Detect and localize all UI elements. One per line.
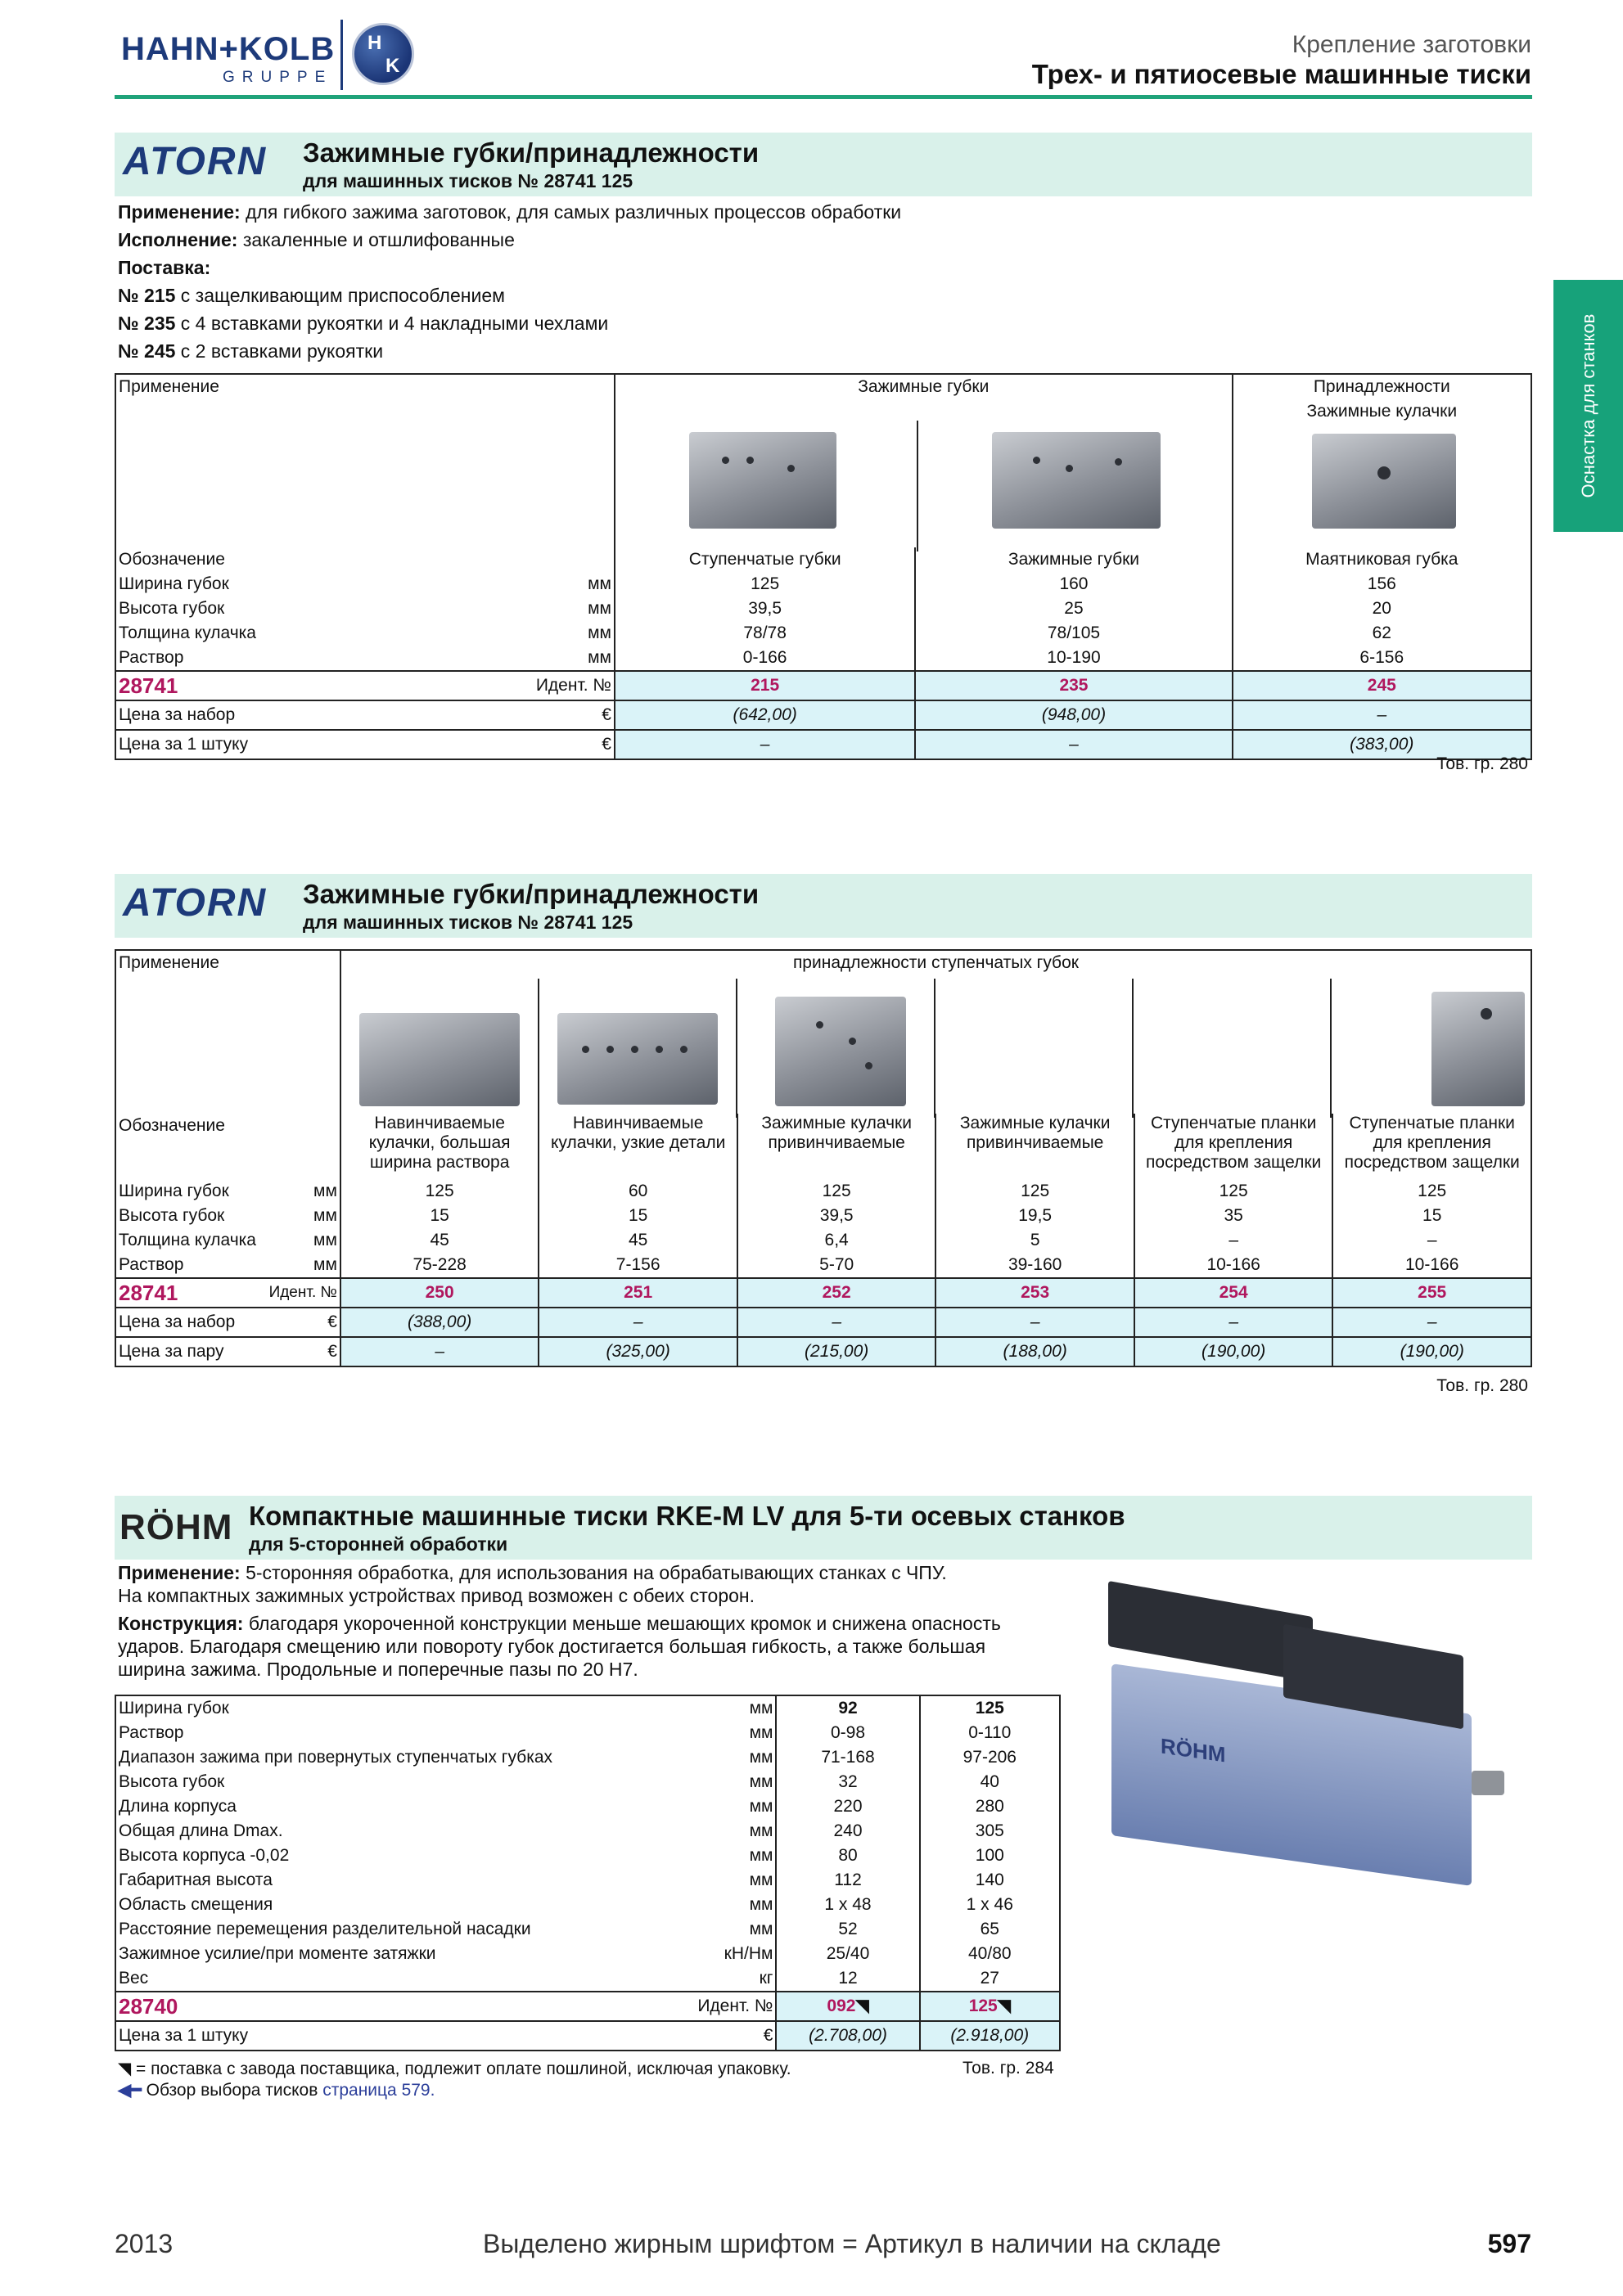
section3-band [115,1496,1532,1560]
table-row: Высота губок мм 32 40 [115,1770,1060,1794]
article-id: 245 [1233,671,1531,700]
article-id: 092◥ [776,1992,919,2021]
table-row: Раствор мм 75-228 7-156 5-70 39-160 10-166 10-166 [115,1253,1531,1278]
section3-title: Компактные машинные тиски RKE-M LV для 5-ти осевых станков [249,1501,1125,1531]
clamping-jaws-image [992,432,1161,529]
table-row: Габаритная высота мм 112 140 [115,1868,1060,1893]
footer-note: Выделено жирным шрифтом = Артикул в наличии на складе [483,2229,1221,2258]
footer-year: 2013 [115,2229,174,2258]
id-row: 28741 Идент. № 215 235 245 [115,671,1531,700]
table-row: Расстояние перемещения разделительной насадки мм 52 65 [115,1917,1060,1942]
designation-row: Обозначение Навинчиваемые кулачки, большая ширина раствора Навинчиваемые кулачки, узкие детали Зажимные кулачки привинчиваемые Зажимные кулачки привинчиваемые Ступенчатые планки для крепления посредством защелки Ступенчатые планки для крепления посредством защелки [115,1114,1531,1179]
product-group: Тов. гр. 280 [1436,1376,1528,1395]
factory-delivery-icon: ◥ [855,1997,869,2015]
article-id: 251 [539,1278,737,1308]
table-row: Ширина губок мм 125 160 156 [115,572,1531,597]
jaw-narrow-image [557,1013,718,1105]
section1-table [115,373,1532,760]
page-number: 597 [1487,2229,1531,2258]
application-label: Применение [119,953,219,972]
company-logo: HAHN+KOLB [121,31,336,67]
logo-divider [340,20,343,90]
table-row: Зажимное усилие/при моменте затяжки кН/Нм 25/40 40/80 [115,1942,1060,1966]
desc-line: № 235 с 4 вставками рукоятки и 4 накладными чехлами [118,313,609,334]
atorn-logo: ATORN [123,140,268,183]
section3-description: Применение: 5-сторонняя обработка, для использования на обрабатывающих станках с ЧПУ. На компактных зажимных устройствах привод возможен с обеих сторон. Конструкция: благодаря укороченной конструкции меньше мешающих кромок и снижена опасность ударов. Благодаря смещению или повороту губок достигается большая гибкость, а также большая ширина зажима. Продольные и поперечные пазы по 20 Н7. [118,1562,1001,1680]
page-link[interactable]: страница 579. [322,2081,435,2100]
article-id: 255 [1332,1278,1531,1308]
table-row: Ширина губок мм 125 60 125 125 125 125 [115,1179,1531,1204]
factory-delivery-icon: ◥ [118,2060,136,2078]
article-id: 125◥ [920,1992,1060,2021]
table-row: Длина корпуса мм 220 280 [115,1794,1060,1819]
desc-line: № 215 с защелкивающим приспособлением [118,285,505,306]
table-row: Диапазон зажима при повернутых ступенчатых губках мм 71-168 97-206 [115,1745,1060,1770]
designation-cell: Ступенчатые губки [615,547,915,572]
table-row: Ширина губок мм 92 125 [115,1695,1060,1721]
designation-cell: Зажимные губки [915,547,1232,572]
hk-emblem-icon: H K [352,23,414,85]
table-row: Раствор мм 0-98 0-110 [115,1721,1060,1745]
designation-label: Обозначение [119,1116,225,1135]
article-id: 235 [915,671,1232,700]
desc-line: № 245 с 2 вставками рукоятки [118,340,384,362]
side-tab[interactable] [1553,280,1623,532]
overview-note: ◀━ Обзор выбора тисков страница 579. [118,2081,435,2100]
id-row: 28741 Идент. № 250 251 252 253 254 255 [115,1278,1531,1308]
table-row: Вес кг 12 27 [115,1966,1060,1992]
table-row: Высота губок мм 39,5 25 20 [115,597,1531,621]
atorn-logo: ATORN [123,881,268,925]
group-acc-line1: Принадлежности [1313,377,1450,396]
section2-subtitle: для машинных тисков № 28741 125 [303,912,633,933]
screw-jaw-image-1 [775,997,906,1106]
designation-label: Обозначение [119,550,225,569]
price-unit-row: Цена за 1 штуку € – – (383,00) [115,730,1531,759]
section3-subtitle: для 5-сторонней обработки [249,1533,508,1555]
section1-band [115,133,1532,196]
price-unit-row: Цена за 1 штуку € (2.708,00) (2.918,00) [115,2021,1060,2051]
article-number: 28741 [119,673,178,698]
desc-line: Исполнение: закаленные и отшлифованные [118,229,515,250]
header-rule [115,95,1532,99]
header-category: Крепление заготовки [1292,31,1531,58]
jaw-wide-image [359,1013,520,1106]
section2-band [115,874,1532,938]
table-row: Толщина кулачка мм 78/78 78/105 62 [115,621,1531,646]
side-tab-label: Оснастка для станков [1577,313,1598,498]
price-set-row: Цена за набор € (642,00) (948,00) – [115,700,1531,730]
table-row: Высота корпуса -0,02 мм 80 100 [115,1844,1060,1868]
section1-subtitle: для машинных тисков № 28741 125 [303,170,633,191]
group-label: принадлежности ступенчатых губок [792,953,1079,972]
header-title: Трех- и пятиосевые машинные тиски [1031,59,1531,89]
article-number: 28740 [119,1994,178,2019]
vise-image [1095,1574,1521,1885]
article-id: 215 [615,671,915,700]
product-group: Тов. гр. 280 [1436,754,1528,773]
delivery-note: ◥ = поставка с завода поставщика, подлежит оплате пошлиной, исключая упаковку. [118,2060,791,2078]
pendulum-jaw-image [1312,434,1456,529]
price-pair-row: Цена за пару € – (325,00) (215,00) (188,00) (190,00) (190,00) [115,1337,1531,1366]
table-row: Толщина кулачка мм 45 45 6,4 5 – – [115,1228,1531,1253]
id-row: 28740 Идент. № 092◥ 125◥ [115,1992,1060,2021]
table-row: Высота губок мм 15 15 39,5 19,5 35 15 [115,1204,1531,1228]
application-label: Применение [119,377,219,396]
article-number: 28741 [119,1281,178,1305]
price-set-row: Цена за набор € (388,00) – – – – – [115,1308,1531,1337]
arrow-left-icon: ◀━ [118,2081,147,2100]
table-row: Общая длина Dmax. мм 240 305 [115,1819,1060,1844]
section2-title: Зажимные губки/принадлежности [303,879,760,909]
article-id: 252 [737,1278,936,1308]
article-id: 254 [1134,1278,1333,1308]
table-row: Раствор мм 0-166 10-190 6-156 [115,646,1531,671]
table-row: Область смещения мм 1 x 48 1 x 46 [115,1893,1060,1917]
section3-table [115,1695,1061,2051]
group-acc-line2: Зажимные кулачки [1306,402,1458,421]
product-group: Тов. гр. 284 [963,2059,1054,2078]
stepped-jaws-image [689,432,836,529]
designation-cell: Маятниковая губка [1233,547,1531,572]
desc-line: Применение: для гибкого зажима заготовок, для самых различных процессов обработки [118,201,902,223]
section1-description [118,198,1509,365]
article-id: 253 [935,1278,1134,1308]
desc-line: Поставка: [118,257,211,278]
group-jaws-label: Зажимные губки [858,377,990,396]
rohm-logo: RÖHM [119,1507,233,1547]
section2-table [115,949,1532,1367]
step-bar-image [1431,992,1525,1106]
vise-brand-label: RÖHM [1161,1733,1226,1767]
section1-title: Зажимные губки/принадлежности [303,137,760,168]
factory-delivery-icon: ◥ [997,1997,1011,2015]
company-logo-sub: GRUPPE [223,69,333,86]
article-id: 250 [340,1278,539,1308]
